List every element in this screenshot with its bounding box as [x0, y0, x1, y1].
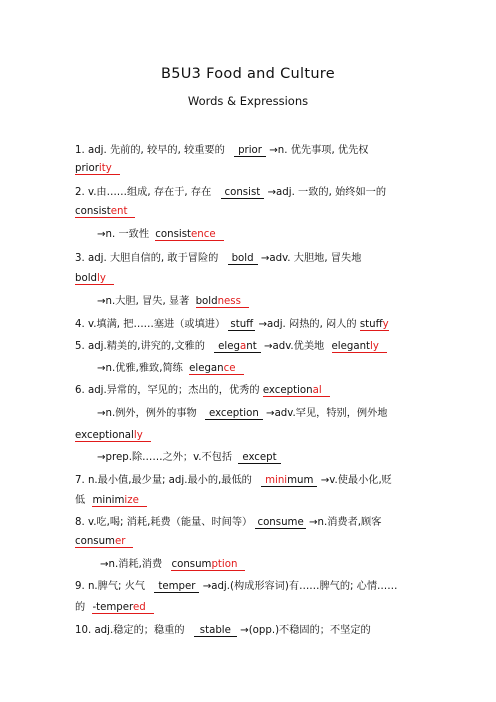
entry-8-line-3 [100, 558, 245, 572]
entry-10-definition: 10. adj.稳定的；稳重的 [75, 625, 185, 636]
entry-4-line-1 [75, 318, 389, 332]
entry-5-derivative-definition: →adv.优美地 [263, 341, 325, 352]
entry-6-definition: 6. adj.异常的，罕见的；杰出的，优秀的 [75, 385, 260, 396]
entry-8-noun-word: consumption [171, 559, 245, 571]
entry-3-line-1 [75, 252, 361, 266]
entry-7-word: minimum [261, 475, 317, 487]
entry-8-word: consume [257, 517, 304, 528]
entry-7-derivative-definition: →v.使最小化,贬 [320, 475, 392, 486]
entry-9-derivative-definition: →adj.(构成形容词)有……脾气的; 心情…… [202, 581, 398, 592]
entry-6-line-2 [97, 407, 387, 421]
entry-5-word: elegant [214, 341, 261, 353]
entry-9-derivative-word: -tempered [92, 602, 153, 614]
entry-10-line-1 [75, 624, 371, 638]
entry-2-derivative-definition: →adj. 一致的, 始终如一的 [267, 187, 387, 198]
entry-8-derivative-definition: →n.消费者,顾客 [308, 517, 382, 528]
entry-2-line-2 [75, 205, 135, 219]
entry-9-line-1 [75, 580, 397, 594]
entry-2-noun-word: consistence [155, 229, 223, 241]
entry-5-derivative-word: elegantly [332, 341, 387, 353]
entry-3-line-3 [97, 295, 249, 309]
entry-8-definition: 8. v.吃,喝; 消耗,耗费（能量、时间等） [75, 517, 253, 528]
entry-1-line-2 [75, 162, 120, 176]
entry-7-line-2 [75, 494, 147, 508]
entry-6-adverb-word: exceptionally [75, 430, 151, 442]
entry-2-derivative-word: consistent [75, 206, 135, 218]
entry-3-derivative-word: boldly [75, 273, 114, 285]
entry-6-line-4 [97, 451, 281, 465]
entry-5-noun-word: elegance [189, 363, 243, 375]
entry-6-prep-definition: →prep.除……之外；v.不包括 [97, 452, 233, 463]
entry-7-definition: 7. n.最小值,最少量; adj.最小的,最低的 [75, 475, 252, 486]
entry-10-word: stable [194, 625, 237, 637]
entry-1-derivative-definition: →n. 优先事项, 优先权 [269, 145, 369, 156]
entry-1-derivative-word: priority [75, 163, 120, 175]
entry-3-line-2 [75, 272, 114, 286]
entry-10-opposite-definition: →(opp.)不稳固的；不坚定的 [240, 625, 371, 636]
entry-3-word: bold [228, 253, 258, 265]
entry-2-line-1 [75, 186, 386, 200]
entry-4-derivative-definition: →adj. 闷热的, 闷人的 [258, 319, 357, 330]
entry-9-definition-cont: 的 [75, 602, 86, 613]
entry-6-noun-definition: →n.例外，例外的事物 [97, 408, 197, 419]
entry-2-definition: 2. v.由……组成, 存在于, 存在 [75, 187, 212, 198]
entry-9-line-2 [75, 601, 154, 615]
entry-6-line-1 [75, 384, 330, 398]
entry-3-derivative-definition: →adv. 大胆地, 冒失地 [260, 253, 362, 264]
entry-6-prep-word: except [238, 452, 280, 464]
entry-5-definition: 5. adj.精美的,讲究的,文雅的 [75, 341, 205, 352]
entry-1-line-1 [75, 144, 369, 158]
entry-4-derivative-word: stuffy [359, 319, 389, 330]
entry-8-line-2 [75, 535, 133, 549]
entry-5-line-1 [75, 340, 387, 354]
entry-6-adverb-definition: →adv.罕见，特别，例外地 [266, 408, 388, 419]
document-subtitle: Words & Expressions [187, 94, 309, 108]
entry-8-noun-definition: →n.消耗,消费 [100, 559, 163, 570]
entry-9-word: temper [154, 581, 199, 593]
entry-7-line-1 [75, 474, 392, 488]
document-title: B5U3 Food and Culture [161, 66, 335, 82]
entry-4-word: stuff [230, 319, 254, 330]
entry-7-derivative-word: minimize [92, 495, 146, 507]
entry-6-line-3 [75, 429, 151, 443]
entry-7-definition-cont: 低 [75, 495, 86, 506]
entry-8-line-1 [75, 516, 381, 530]
entry-2-noun-definition: →n. 一致性 [97, 229, 150, 240]
entry-2-word: consist [221, 187, 265, 199]
entry-1-definition: 1. adj. 先前的, 较早的, 较重要的 [75, 145, 225, 156]
entry-1-word: prior [234, 145, 266, 157]
entry-3-definition: 3. adj. 大胆自信的, 敢于冒险的 [75, 253, 219, 264]
entry-8-derivative-word: consumer [75, 536, 133, 548]
entry-5-line-2 [97, 362, 244, 376]
entry-6-noun-word: exception [205, 408, 263, 420]
entry-6-word: exceptional [263, 385, 330, 397]
entry-9-definition: 9. n.脾气; 火气 [75, 581, 146, 592]
entry-3-noun-definition: →n.大胆, 冒失, 显著 [97, 296, 190, 307]
entry-2-line-3 [97, 228, 224, 242]
entry-4-definition: 4. v.填满, 把……塞进（或填进） [75, 319, 226, 330]
entry-3-noun-word: boldness [196, 296, 249, 308]
entry-5-noun-definition: →n.优雅,雅致,简练 [97, 363, 183, 374]
